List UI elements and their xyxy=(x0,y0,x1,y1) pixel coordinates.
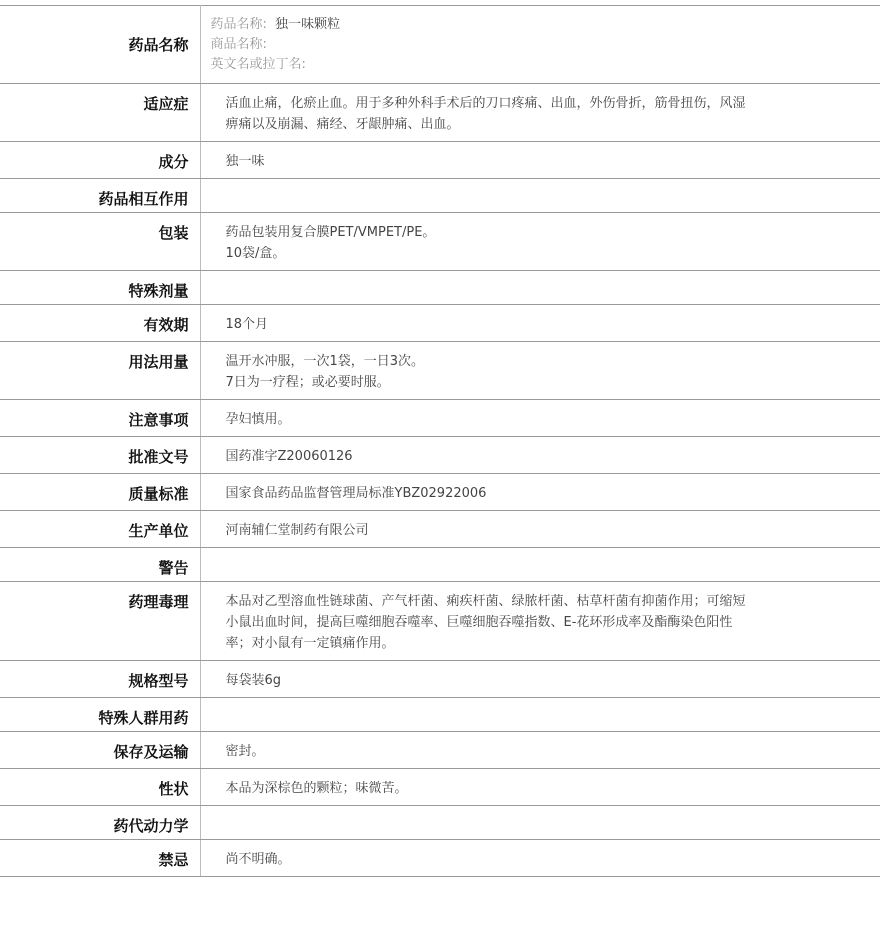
row-value-storage xyxy=(200,732,880,769)
row-warning xyxy=(0,548,880,582)
row-indications xyxy=(0,84,880,142)
value-line: 河南辅仁堂制药有限公司 xyxy=(225,523,369,538)
row-pharmacology xyxy=(0,582,880,661)
row-value-pharmacology xyxy=(200,582,880,661)
row-label-approval: 批准文号 xyxy=(0,437,200,474)
value-line: 痹痛以及崩漏、痛经、牙龈肿痛、出血。 xyxy=(225,117,460,132)
value-line: 10袋/盒。 xyxy=(225,246,286,261)
row-label-pharmacokinetics: 药代动力学 xyxy=(0,806,200,840)
row-label-ingredients: 成分 xyxy=(0,142,200,179)
row-value-contraindications xyxy=(200,840,880,877)
value-line: 独一味 xyxy=(225,154,265,169)
generic-name-value: 独一味颗粒 xyxy=(275,17,341,32)
row-description xyxy=(0,769,880,806)
row-label-usage: 用法用量 xyxy=(0,342,200,400)
row-pharmacokinetics xyxy=(0,806,880,840)
row-value-indications xyxy=(200,84,880,142)
row-label-drug-name: 药品名称 xyxy=(0,6,200,84)
row-contraindications xyxy=(0,840,880,877)
row-value-spec xyxy=(200,661,880,698)
row-manufacturer xyxy=(0,511,880,548)
value-line: 率；对小鼠有一定镇痛作用。 xyxy=(225,636,395,651)
value-line: 国药准字Z20060126 xyxy=(225,449,353,464)
row-label-quality: 质量标准 xyxy=(0,474,200,511)
row-value-expiry xyxy=(200,305,880,342)
value-line: 密封。 xyxy=(225,744,265,759)
row-value-quality xyxy=(200,474,880,511)
row-precautions xyxy=(0,400,880,437)
row-label-description: 性状 xyxy=(0,769,200,806)
row-value-ingredients xyxy=(200,142,880,179)
row-value-approval xyxy=(200,437,880,474)
trade-name-label: 商品名称: xyxy=(210,37,267,52)
row-label-pharmacology: 药理毒理 xyxy=(0,582,200,661)
row-special-dosage xyxy=(0,271,880,305)
row-value-special-population xyxy=(200,698,880,732)
row-quality xyxy=(0,474,880,511)
value-line: 小鼠出血时间，提高巨噬细胞吞噬率、巨噬细胞吞噬指数、E-花环形成率及酯酶染色阳性 xyxy=(225,615,733,630)
row-usage xyxy=(0,342,880,400)
row-value-usage xyxy=(200,342,880,400)
row-interactions xyxy=(0,179,880,213)
row-label-spec: 规格型号 xyxy=(0,661,200,698)
value-line: 7日为一疗程；或必要时服。 xyxy=(225,375,390,390)
row-package xyxy=(0,213,880,271)
value-line: 活血止痛，化瘀止血。用于多种外科手术后的刀口疼痛、出血，外伤骨折，筋骨扭伤，风湿 xyxy=(225,96,746,111)
english-name-label: 英文名或拉丁名: xyxy=(210,57,306,72)
row-value-manufacturer xyxy=(200,511,880,548)
value-line: 温开水冲服，一次1袋，一日3次。 xyxy=(225,354,425,369)
trade-name-line xyxy=(211,35,871,55)
value-line: 18个月 xyxy=(225,317,269,332)
row-value-drug-name xyxy=(200,6,880,84)
row-label-special-population: 特殊人群用药 xyxy=(0,698,200,732)
value-line: 本品为深棕色的颗粒；味微苦。 xyxy=(225,781,408,796)
row-label-storage: 保存及运输 xyxy=(0,732,200,769)
row-label-expiry: 有效期 xyxy=(0,305,200,342)
row-label-special-dosage: 特殊剂量 xyxy=(0,271,200,305)
row-storage xyxy=(0,732,880,769)
row-ingredients xyxy=(0,142,880,179)
value-line: 药品包装用复合膜PET/VMPET/PE。 xyxy=(225,225,436,240)
row-value-special-dosage xyxy=(200,271,880,305)
row-label-contraindications: 禁忌 xyxy=(0,840,200,877)
row-value-description xyxy=(200,769,880,806)
row-special-population xyxy=(0,698,880,732)
row-label-interactions: 药品相互作用 xyxy=(0,179,200,213)
row-value-precautions xyxy=(200,400,880,437)
value-line: 国家食品药品监督管理局标准YBZ02922006 xyxy=(225,486,487,501)
row-value-interactions xyxy=(200,179,880,213)
generic-name-label: 药品名称: xyxy=(210,17,267,32)
row-drug-name xyxy=(0,6,880,84)
row-value-pharmacokinetics xyxy=(200,806,880,840)
value-line: 孕妇慎用。 xyxy=(225,412,291,427)
value-line: 尚不明确。 xyxy=(225,852,291,867)
value-line: 本品对乙型溶血性链球菌、产气杆菌、痢疾杆菌、绿脓杆菌、枯草杆菌有抑菌作用；可缩短 xyxy=(225,594,746,609)
row-value-warning xyxy=(200,548,880,582)
drug-spec-table xyxy=(0,5,880,877)
row-label-warning: 警告 xyxy=(0,548,200,582)
english-name-line xyxy=(211,55,871,75)
row-label-indications: 适应症 xyxy=(0,84,200,142)
value-line: 每袋装6g xyxy=(225,673,282,688)
generic-name-line xyxy=(211,15,871,35)
row-spec xyxy=(0,661,880,698)
row-expiry xyxy=(0,305,880,342)
row-approval xyxy=(0,437,880,474)
row-value-package xyxy=(200,213,880,271)
row-label-package: 包装 xyxy=(0,213,200,271)
row-label-manufacturer: 生产单位 xyxy=(0,511,200,548)
row-label-precautions: 注意事项 xyxy=(0,400,200,437)
